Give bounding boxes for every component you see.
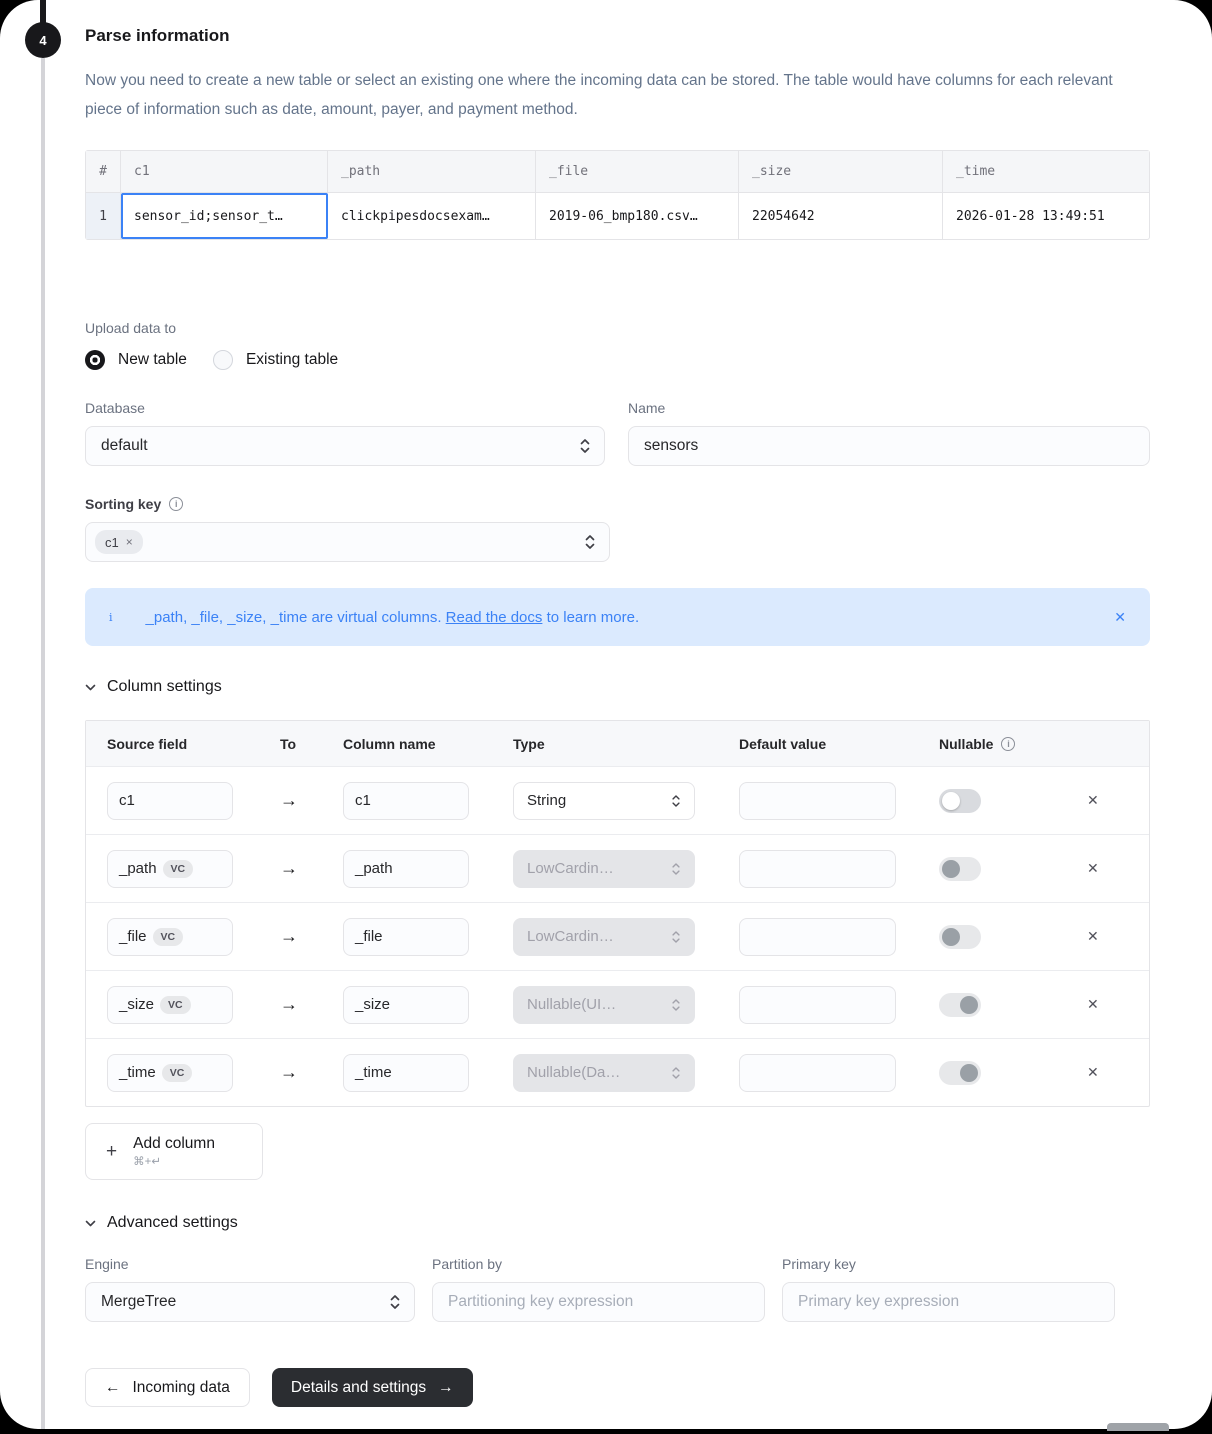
sorting-key-label: Sorting key bbox=[85, 496, 162, 512]
nullable-toggle bbox=[939, 993, 981, 1017]
advanced-settings-title: Advanced settings bbox=[107, 1214, 238, 1231]
header-to: To bbox=[280, 735, 297, 752]
details-and-settings-button[interactable] bbox=[272, 1368, 473, 1407]
radio-selected-icon bbox=[85, 350, 105, 370]
column-name-input[interactable]: _path bbox=[343, 850, 469, 888]
bottom-partial-element bbox=[1107, 1423, 1169, 1431]
type-select[interactable]: String bbox=[513, 782, 695, 820]
add-column-button[interactable] bbox=[85, 1123, 263, 1180]
column-name-input[interactable]: c1 bbox=[343, 782, 469, 820]
read-the-docs-link[interactable]: Read the docs bbox=[445, 608, 543, 626]
page-title: Parse information bbox=[85, 26, 230, 45]
primary-key-label: Primary key bbox=[782, 1256, 856, 1272]
preview-header-time: _time bbox=[943, 151, 1149, 193]
page-description: Now you need to create a new table or select an existing one where the incoming data can be stored. The table would have columns for each relevant piece of information such as date, amount, payer, and payment method. bbox=[85, 72, 1113, 118]
chevron-updown-icon bbox=[579, 438, 591, 454]
column-row-c1 bbox=[86, 766, 1149, 834]
database-field-group bbox=[85, 400, 605, 466]
advanced-settings-toggle[interactable] bbox=[85, 1214, 1150, 1232]
default-value-input[interactable] bbox=[739, 918, 896, 956]
primary-key-field-group bbox=[782, 1256, 1115, 1322]
radio-new-table[interactable] bbox=[85, 350, 187, 370]
chevron-updown-icon bbox=[671, 862, 681, 876]
chevron-updown-icon bbox=[584, 534, 596, 550]
upload-destination-radio-group bbox=[85, 350, 1150, 370]
details-and-settings-label: Details and settings bbox=[290, 1378, 427, 1396]
remove-column-icon[interactable]: ✕ bbox=[1087, 927, 1099, 944]
source-field-input[interactable]: _size VC bbox=[107, 986, 233, 1024]
arrow-right-icon: → bbox=[280, 926, 298, 946]
preview-cell-rownum: 1 bbox=[86, 193, 121, 239]
partition-by-input[interactable] bbox=[432, 1282, 765, 1322]
arrow-left-icon: ← bbox=[105, 1378, 121, 1396]
virtual-column-badge: VC bbox=[160, 996, 191, 1014]
preview-header-size: _size bbox=[739, 151, 943, 193]
preview-cell-time[interactable]: 2026-01-28 13:49:51 bbox=[956, 208, 1105, 224]
arrow-right-icon: → bbox=[438, 1378, 454, 1396]
type-select: LowCardin… bbox=[513, 850, 695, 888]
engine-label: Engine bbox=[85, 1256, 129, 1272]
header-default-value: Default value bbox=[739, 735, 827, 752]
column-settings-header-row bbox=[86, 721, 1149, 766]
virtual-column-badge: VC bbox=[162, 1064, 193, 1082]
column-name-input[interactable]: _file bbox=[343, 918, 469, 956]
preview-header-file: _file bbox=[536, 151, 739, 193]
preview-cell-c1[interactable]: sensor_id;sensor_t… bbox=[121, 193, 328, 239]
upload-data-to-label: Upload data to bbox=[85, 320, 177, 336]
partition-field-group bbox=[432, 1256, 765, 1322]
chevron-updown-icon bbox=[671, 998, 681, 1012]
nullable-toggle bbox=[939, 925, 981, 949]
preview-header-row bbox=[86, 151, 1149, 193]
header-source-field: Source field bbox=[107, 735, 188, 752]
primary-key-input[interactable] bbox=[782, 1282, 1115, 1322]
database-select[interactable] bbox=[85, 426, 605, 466]
column-settings-title: Column settings bbox=[107, 678, 222, 695]
partition-by-label: Partition by bbox=[432, 1256, 503, 1272]
arrow-right-icon: → bbox=[280, 1062, 298, 1082]
source-field-input[interactable]: _file VC bbox=[107, 918, 233, 956]
database-label: Database bbox=[85, 400, 145, 416]
arrow-right-icon: → bbox=[280, 858, 298, 878]
preview-cell-size[interactable]: 22054642 bbox=[739, 193, 943, 239]
preview-cell-file[interactable]: 2019-06_bmp180.csv… bbox=[536, 193, 739, 239]
radio-unselected-icon bbox=[213, 350, 233, 370]
footer-actions bbox=[85, 1368, 1150, 1407]
column-row-file bbox=[86, 902, 1149, 970]
default-value-input[interactable] bbox=[739, 986, 896, 1024]
plus-icon: + bbox=[106, 1140, 118, 1162]
virtual-column-badge: VC bbox=[163, 860, 194, 878]
column-row-size bbox=[86, 970, 1149, 1038]
engine-select[interactable] bbox=[85, 1282, 415, 1322]
name-field-group bbox=[628, 400, 1150, 466]
chevron-updown-icon bbox=[671, 930, 681, 944]
sorting-key-chip-label: c1 bbox=[105, 534, 119, 550]
default-value-input[interactable] bbox=[739, 782, 896, 820]
column-settings-toggle[interactable] bbox=[85, 678, 1150, 696]
source-field-input[interactable]: _time VC bbox=[107, 1054, 233, 1092]
chevron-updown-icon bbox=[389, 1294, 401, 1310]
sorting-key-group bbox=[85, 496, 610, 562]
nullable-toggle[interactable] bbox=[939, 789, 981, 813]
radio-existing-table-label: Existing table bbox=[245, 351, 339, 368]
add-column-label: Add column bbox=[133, 1135, 215, 1152]
banner-close-icon[interactable]: ✕ bbox=[1114, 608, 1126, 625]
add-column-shortcut: ⌘+↵ bbox=[133, 1156, 161, 1168]
nullable-toggle bbox=[939, 857, 981, 881]
sorting-key-select[interactable] bbox=[85, 522, 610, 562]
virtual-column-badge: VC bbox=[153, 928, 184, 946]
engine-selected-value: MergeTree bbox=[101, 1293, 177, 1310]
source-field-input[interactable]: _path VC bbox=[107, 850, 233, 888]
chevron-down-icon bbox=[85, 684, 96, 691]
info-icon: i bbox=[169, 497, 183, 511]
preview-cell-path[interactable]: clickpipesdocsexam… bbox=[328, 193, 536, 239]
step-number-badge: 4 bbox=[25, 22, 61, 58]
name-label: Name bbox=[628, 400, 666, 416]
table-name-input[interactable] bbox=[628, 426, 1150, 466]
radio-new-table-label: New table bbox=[118, 351, 187, 368]
preview-data-row bbox=[86, 193, 1149, 239]
type-select: Nullable(UI… bbox=[513, 986, 695, 1024]
arrow-right-icon: → bbox=[280, 790, 298, 810]
remove-column-icon[interactable]: ✕ bbox=[1087, 1063, 1099, 1080]
radio-existing-table[interactable] bbox=[213, 350, 338, 370]
sorting-key-chip[interactable] bbox=[95, 530, 143, 554]
column-settings-table bbox=[85, 720, 1150, 1107]
chip-remove-icon[interactable]: × bbox=[125, 535, 133, 549]
database-selected-value: default bbox=[101, 437, 148, 454]
column-row-time bbox=[86, 1038, 1149, 1106]
default-value-input[interactable] bbox=[739, 850, 896, 888]
incoming-data-button[interactable] bbox=[85, 1368, 250, 1407]
preview-header-rownum: # bbox=[86, 151, 121, 193]
chevron-down-icon bbox=[85, 1220, 96, 1227]
info-icon: i bbox=[109, 610, 113, 624]
step-rail bbox=[41, 58, 45, 1429]
header-type: Type bbox=[513, 735, 545, 752]
remove-column-icon[interactable]: ✕ bbox=[1087, 995, 1099, 1012]
info-icon: i bbox=[1001, 737, 1015, 751]
type-select: LowCardin… bbox=[513, 918, 695, 956]
incoming-data-label: Incoming data bbox=[132, 1378, 230, 1396]
banner-text: _path, _file, _size, _time are virtual columns. Read the docs to learn more. bbox=[145, 608, 640, 626]
virtual-columns-banner bbox=[85, 588, 1150, 646]
remove-column-icon[interactable]: ✕ bbox=[1087, 791, 1099, 808]
remove-column-icon[interactable]: ✕ bbox=[1087, 859, 1099, 876]
column-name-input[interactable]: _time bbox=[343, 1054, 469, 1092]
data-preview-table bbox=[85, 150, 1150, 240]
column-name-input[interactable]: _size bbox=[343, 986, 469, 1024]
preview-header-path: _path bbox=[328, 151, 536, 193]
source-field-input[interactable]: c1 bbox=[107, 782, 233, 820]
type-select: Nullable(Da… bbox=[513, 1054, 695, 1092]
chevron-updown-icon bbox=[671, 1066, 681, 1080]
chevron-updown-icon bbox=[671, 794, 681, 808]
header-nullable: Nullable i bbox=[939, 736, 1087, 752]
default-value-input[interactable] bbox=[739, 1054, 896, 1092]
engine-field-group bbox=[85, 1256, 415, 1322]
column-row-path bbox=[86, 834, 1149, 902]
preview-header-c1: c1 bbox=[121, 151, 328, 193]
header-column-name: Column name bbox=[343, 735, 436, 752]
arrow-right-icon: → bbox=[280, 994, 298, 1014]
nullable-toggle bbox=[939, 1061, 981, 1085]
